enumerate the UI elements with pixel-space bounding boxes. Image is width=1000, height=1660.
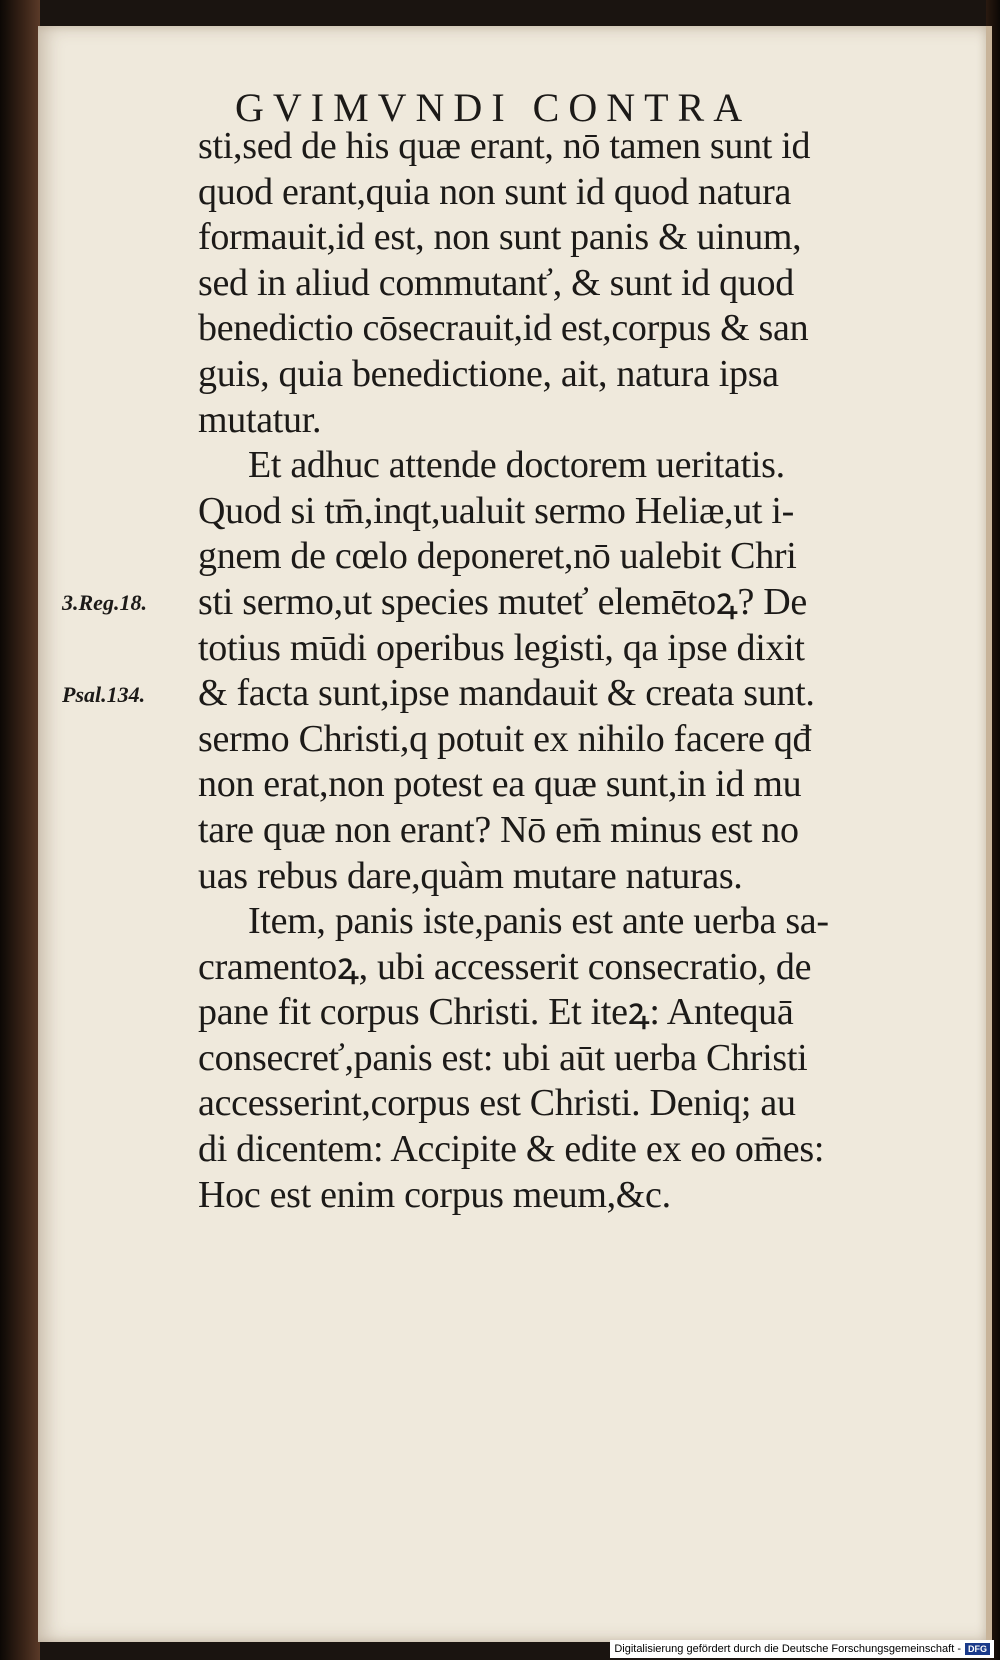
margin-note-reg: 3.Reg.18. <box>62 590 147 615</box>
text-line: totius mūdi operibus legisti, qa ipse dixit <box>198 626 805 669</box>
text-line: uas rebus dare,quàm mutare naturas. <box>198 854 743 897</box>
text-line: & facta sunt,ipse mandauit & creata sunt. <box>198 672 815 715</box>
text-line: accesserint,corpus est Christi. Deniq; au <box>198 1082 796 1125</box>
margin-note-psal: Psal.134. <box>62 682 146 707</box>
text-line: consecreť,panis est: ubi aūt uerba Christi <box>198 1036 808 1079</box>
digitization-credit <box>610 1640 994 1658</box>
text-line: mutatur. <box>198 398 322 441</box>
body-text <box>198 124 918 1218</box>
text-line: guis, quia benedictione, ait, natura ipsa <box>198 352 779 395</box>
credit-text: Digitalisierung gefördert durch die Deutsche Forschungsgemeinschaft - <box>614 1643 961 1655</box>
text-line: sti sermo,ut species muteť elemētoꝝ? De <box>198 580 807 623</box>
text-line: sed in aliud commutanť, & sunt id quod <box>198 261 794 304</box>
text-line: cramentoꝝ, ubi accesserit consecratio, de <box>198 945 812 988</box>
book-binding-left <box>0 0 40 1660</box>
text-line: tare quæ non erant? Nō em̄ minus est no <box>198 808 799 851</box>
running-head: GVIMVNDI CONTRA <box>235 85 752 130</box>
text-line: benedictio cōsecrauit,id est,corpus & san <box>198 307 809 350</box>
paragraph-start-line: Item, panis iste,panis est ante uerba sa- <box>248 900 829 943</box>
text-line: gnem de cœlo deponeret,nō ualebit Chri <box>198 535 797 578</box>
text-line: pane fit corpus Christi. Et iteꝝ: Antequā <box>198 991 794 1034</box>
text-line: quod erant,quia non sunt id quod natura <box>198 170 792 213</box>
text-line: Hoc est enim corpus meum,&c. <box>198 1173 671 1216</box>
text-line: non erat,non potest ea quæ sunt,in id mu <box>198 763 802 806</box>
dfg-logo-icon: DFG <box>965 1643 990 1655</box>
page-edge <box>986 26 992 1642</box>
text-line: sti,sed de his quæ erant, nō tamen sunt id <box>198 125 811 167</box>
text-line: formauit,id est, non sunt panis & uinum, <box>198 216 802 259</box>
text-line: di dicentem: Accipite & edite ex eo om̄es: <box>198 1128 825 1171</box>
text-line: sermo Christi,q potuit ex nihilo facere qđ <box>198 717 812 760</box>
text-line: Quod si tm̄,inqt,ualuit sermo Heliæ,ut i- <box>198 489 794 532</box>
paragraph-start-line: Et adhuc attende doctorem ueritatis. <box>248 444 785 487</box>
